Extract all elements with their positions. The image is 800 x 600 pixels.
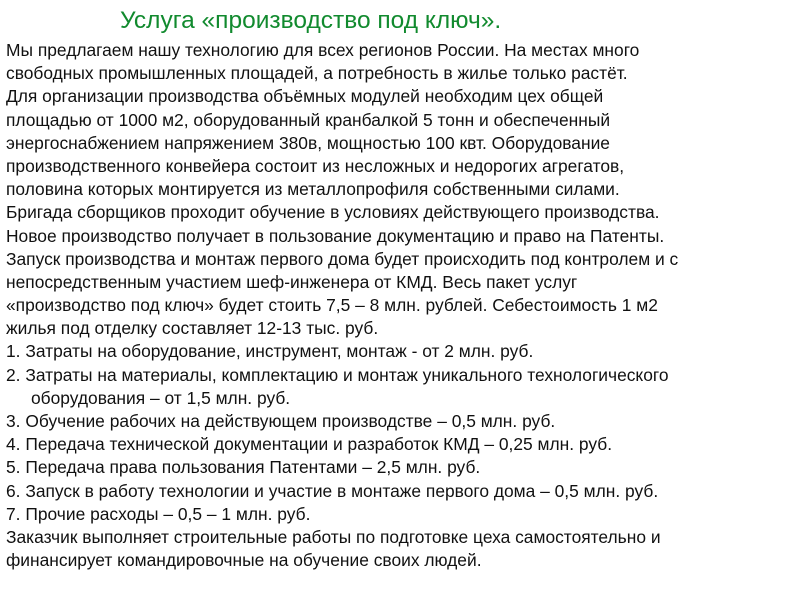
cost-item: 5. Передача права пользования Патентами – 2,5 млн. руб.: [6, 457, 481, 478]
slide-body: [6, 39, 796, 572]
intro-line: Новое производство получает в пользование документацию и право на Патенты.: [6, 225, 665, 246]
cost-item-continuation: оборудования – от 1,5 млн. руб.: [31, 387, 291, 408]
outro-line: финансирует командировочные на обучение своих людей.: [6, 550, 482, 571]
cost-item: 3. Обучение рабочих на действующем производстве – 0,5 млн. руб.: [6, 411, 556, 431]
intro-line: площадью от 1000 м2, оборудованный кранбалкой 5 тонн и обеспеченный: [6, 109, 611, 130]
intro-line: Бригада сборщиков проходит обучение в условиях действующего производства.: [6, 202, 660, 223]
intro-line: непосредственным участием шеф-инженера от КМД. Весь пакет услуг: [6, 271, 578, 292]
intro-line: свободных промышленных площадей, а потребность в жилье только растёт.: [6, 63, 628, 84]
slide-title: Услуга «производство под ключ».: [120, 7, 502, 34]
intro-line: Запуск производства и монтаж первого дома будет происходить под контролем и с: [6, 248, 679, 269]
intro-line: «производство под ключ» будет стоить 7,5 – 8 млн. рублей. Себестоимость 1 м2: [6, 295, 658, 316]
intro-line: жилья под отделку составляет 12-13 тыс. руб.: [6, 318, 379, 339]
cost-item: 6. Запуск в работу технологии и участие в монтаже первого дома – 0,5 млн. руб.: [6, 480, 659, 501]
intro-line: энергоснабжением напряжением 380в, мощностью 100 квт. Оборудование: [6, 132, 610, 153]
intro-line: Для организации производства объёмных модулей необходим цех общей: [6, 86, 604, 107]
cost-item: 7. Прочие расходы – 0,5 – 1 млн. руб.: [6, 503, 311, 524]
intro-line: половина которых монтируется из металлопрофиля собственными силами.: [6, 179, 620, 200]
cost-item: 2. Затраты на материалы, комплектацию и монтаж уникального технологического: [6, 364, 669, 385]
cost-item: 4. Передача технической документации и разработок КМД – 0,25 млн. руб.: [6, 434, 613, 455]
intro-line: Мы предлагаем нашу технологию для всех регионов России. На местах много: [6, 40, 640, 60]
cost-item: 1. Затраты на оборудование, инструмент, монтаж - от 2 млн. руб.: [6, 341, 534, 362]
outro-line: Заказчик выполняет строительные работы по подготовке цеха самостоятельно и: [6, 526, 661, 547]
intro-line: производственного конвейера состоит из несложных и недорогих агрегатов,: [6, 155, 625, 176]
